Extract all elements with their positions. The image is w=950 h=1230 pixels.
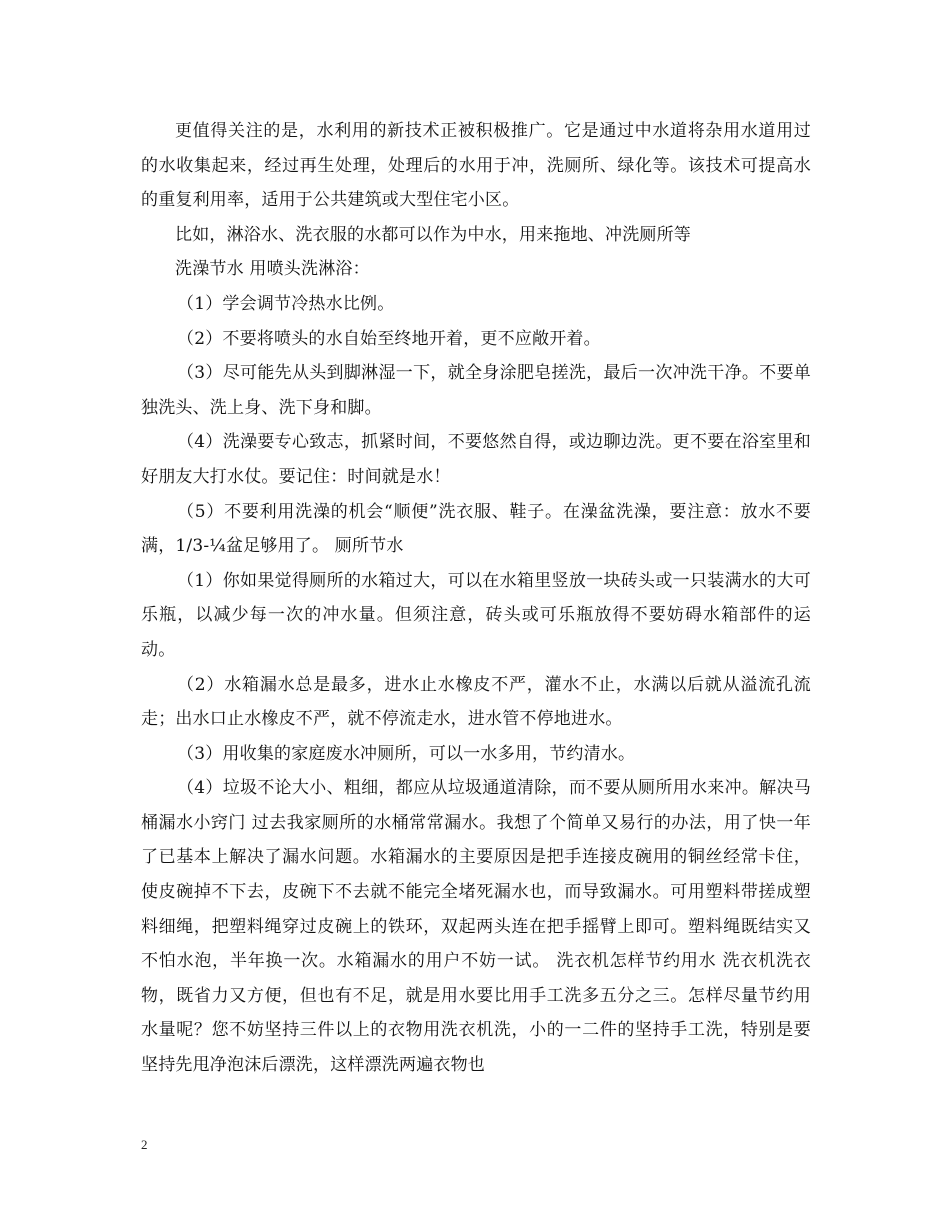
list-item-toilet-2: （2）水箱漏水总是最多，进水止水橡皮不严，灌水不止，水满以后就从溢流孔流走；出水口止水橡皮不严，就不停流走水，进水管不停地进水。 xyxy=(141,674,811,730)
list-item-bath-4: （4）洗澡要专心致志，抓紧时间，不要悠然自得，或边聊边洗。更不要在浴室里和好朋友大打水仗。要记住：时间就是水！ xyxy=(141,432,811,487)
page-number: 2 xyxy=(141,1137,148,1152)
list-item-bath-3: （3）尽可能先从头到脚淋湿一下，就全身涂肥皂搓洗，最后一次冲洗干净。不要单独洗头、洗上身、洗下身和脚。 xyxy=(141,363,811,418)
list-item-toilet-3: （3）用收集的家庭废水冲厕所，可以一水多用，节约清水。 xyxy=(177,743,636,764)
list-item-toilet-1: （1）你如果觉得厕所的水箱过大，可以在水箱里竖放一块砖头或一只装满水的大可乐瓶，以减少每一次的冲水量。但须注意，砖头或可乐瓶放得不要妨碍水箱部件的运动。 xyxy=(141,570,811,660)
list-item-bath-5: （5）不要利用洗澡的机会“顺便”洗衣服、鞋子。在澡盆洗澡，要注意：放水不要满，1/3-¼盆足够用了。 厕所节水 xyxy=(141,501,811,557)
heading-bathing-water-saving: 洗澡节水 用喷头洗淋浴： xyxy=(175,259,370,280)
list-item-toilet-4: （4）垃圾不论大小、粗细，都应从垃圾通道清除，而不要从厕所用水来冲。解决马桶漏水小窍门 过去我家厕所的水桶常常漏水。我想了个简单又易行的办法，用了快一年了已基本上解决了漏水问题。水箱漏水的主要原因是把手连接皮碗用的铜丝经常卡住，使皮碗掉不下去，皮碗下不去就不能完全堵死漏水也，而导致漏水。可用塑料带搓成塑料细绳，把塑料绳穿过皮碗上的铁环，双起两头连在把手摇臂上即可。塑料绳既结实又不怕水泡，半年换一次。水箱漏水的用户不妨一试。 洗衣机怎样节约用水 洗衣机洗衣物，既省力又方便，但也有不足，就是用水要比用手工洗多五分之三。怎样尽量节约用水量呢？您不妨坚持三件以上的衣物用洗衣机洗，小的一二件的坚持手工洗，特别是要坚持先甩净泡沫后漂洗，这样漂洗两遍衣物也 xyxy=(141,778,811,1076)
list-item-bath-2: （2）不要将喷头的水自始至终地开着，更不应敞开着。 xyxy=(177,328,601,349)
document-body xyxy=(141,114,811,1083)
paragraph-example-uses: 比如，淋浴水、洗衣服的水都可以作为中水，用来拖地、冲洗厕所等 xyxy=(175,224,691,245)
list-item-bath-1: （1）学会调节冷热水比例。 xyxy=(177,293,395,314)
paragraph-reclaimed-water: 更值得关注的是，水利用的新技术正被积极推广。它是通过中水道将杂用水道用过的水收集起来，经过再生处理，处理后的水用于冲，洗厕所、绿化等。该技术可提高水的重复利用率，适用于公共建筑或大型住宅小区。 xyxy=(141,121,811,211)
